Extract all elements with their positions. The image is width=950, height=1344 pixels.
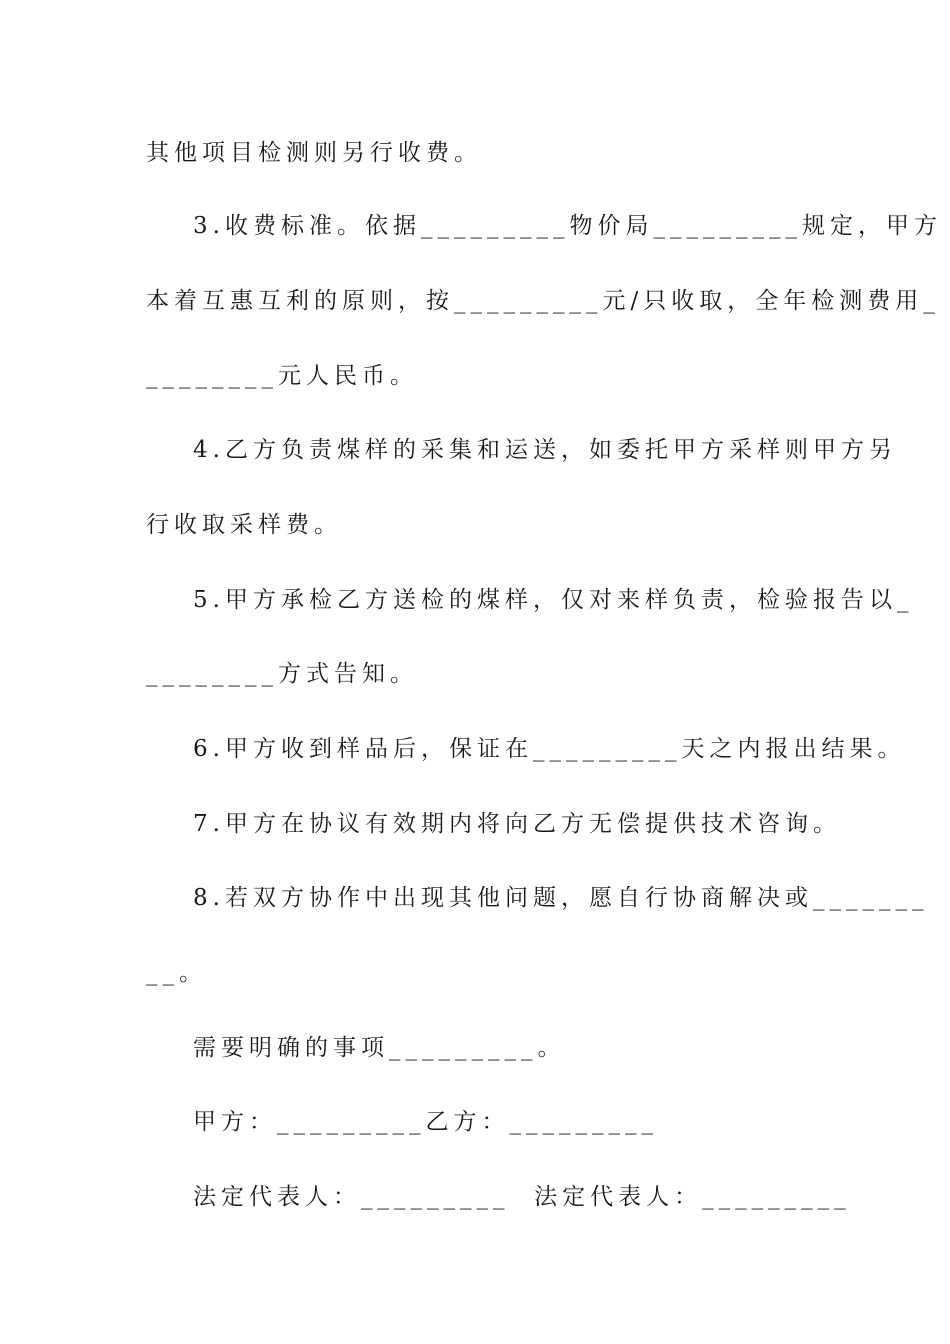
paragraph-line: 7.甲方在协议有效期内将向乙方无偿提供技术咨询。: [193, 811, 841, 837]
paragraph-line: 其他项目检测则另行收费。: [146, 140, 482, 166]
signature-line-representatives: 法定代表人：_________ 法定代表人：_________: [193, 1184, 851, 1210]
paragraph-line: ________方式告知。: [146, 661, 418, 687]
paragraph-line: 4.乙方负责煤样的采集和运送，如委托甲方采样则甲方另: [193, 437, 897, 463]
paragraph-line: 3.收费标准。依据_________物价局_________规定，甲方: [193, 213, 942, 239]
paragraph-line: 5.甲方承检乙方送检的煤样，仅对来样负责，检验报告以_: [193, 587, 914, 613]
paragraph-line: 行收取采样费。: [146, 512, 342, 538]
paragraph-line: __。: [146, 960, 207, 986]
paragraph-line: ________元人民币。: [146, 363, 418, 389]
paragraph-line: 需要明确的事项_________。: [193, 1035, 566, 1061]
paragraph-line: 本着互惠互利的原则，按_________元/只收取，全年检测费用_: [146, 288, 940, 314]
paragraph-line: 6.甲方收到样品后，保证在_________天之内报出结果。: [193, 736, 906, 762]
paragraph-line: 8.若双方协作中出现其他问题，愿自行协商解决或_______: [193, 885, 929, 911]
signature-line-parties: 甲方：_________乙方：_________: [193, 1109, 658, 1135]
